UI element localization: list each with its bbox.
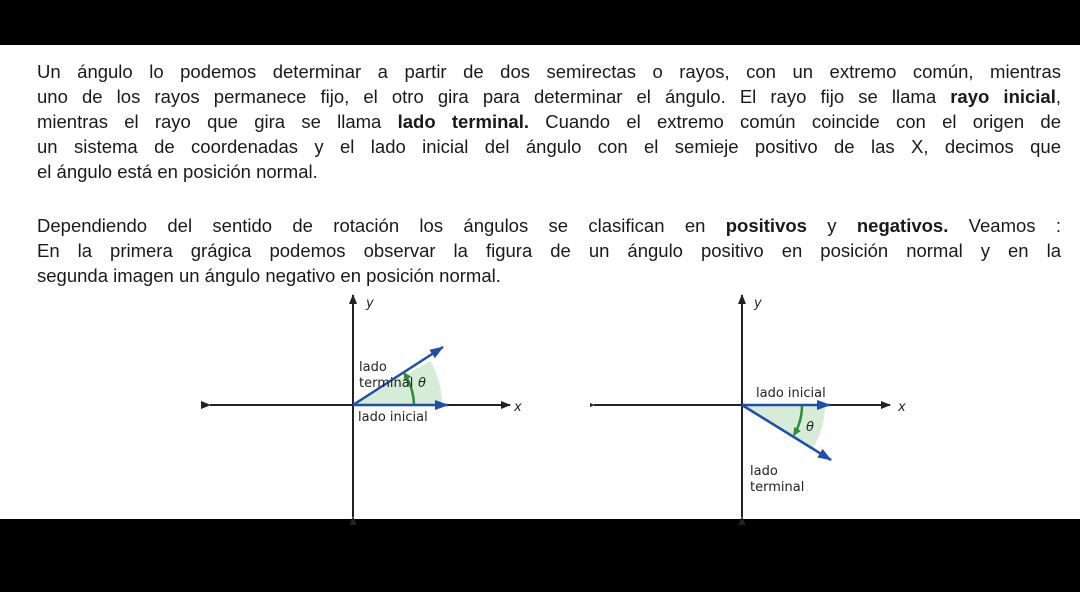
paragraph-line: el ángulo está en posición normal. bbox=[37, 161, 318, 182]
terminal-label: lado bbox=[750, 464, 778, 479]
x-axis-label: x bbox=[898, 400, 906, 415]
angle-theta-label: θ bbox=[418, 376, 426, 391]
paragraph-classification bbox=[37, 213, 1061, 288]
terminal-label: terminal bbox=[750, 480, 805, 495]
paragraph-line: uno de los rayos permanece fijo, el otro gira para determinar el ángulo. El rayo fijo se llama rayo inicial, bbox=[37, 86, 1062, 107]
document-page bbox=[0, 45, 1080, 519]
y-axis-label: y bbox=[754, 296, 762, 311]
paragraph-line: En la primera grágica podemos observar la figura de un ángulo positivo en posición normal y en la bbox=[37, 240, 1061, 261]
figure-positive-angle bbox=[200, 285, 540, 525]
paragraph-line: segunda imagen un ángulo negativo en posición normal. bbox=[37, 265, 501, 286]
terminal-label: lado bbox=[359, 360, 387, 375]
x-axis-label: x bbox=[514, 400, 522, 415]
initial-side-label: lado inicial bbox=[756, 386, 826, 401]
paragraph-line: Dependiendo del sentido de rotación los ángulos se clasifican en positivos y negativos. Veamos : bbox=[37, 215, 1061, 236]
paragraph-line: mientras el rayo que gira se llama lado terminal. Cuando el extremo común coincide con el origen de bbox=[37, 111, 1061, 132]
figure-negative-angle bbox=[590, 285, 930, 525]
term-rayo-inicial: rayo inicial bbox=[950, 86, 1056, 107]
terminal-label: terminal bbox=[359, 376, 414, 391]
initial-side-label: lado inicial bbox=[358, 410, 428, 425]
paragraph-definition bbox=[37, 59, 1061, 184]
term-negativos: negativos. bbox=[856, 215, 949, 236]
term-lado-terminal: lado terminal. bbox=[397, 111, 529, 132]
term-positivos: positivos bbox=[725, 215, 807, 236]
paragraph-line: un sistema de coordenadas y el lado inicial del ángulo con el semieje positivo de las X, decimos que bbox=[37, 136, 1061, 157]
y-axis-label: y bbox=[366, 296, 374, 311]
angle-theta-label: θ bbox=[806, 420, 814, 435]
paragraph-line: Un ángulo lo podemos determinar a partir de dos semirectas o rayos, con un extremo común, mientras bbox=[37, 61, 1061, 82]
